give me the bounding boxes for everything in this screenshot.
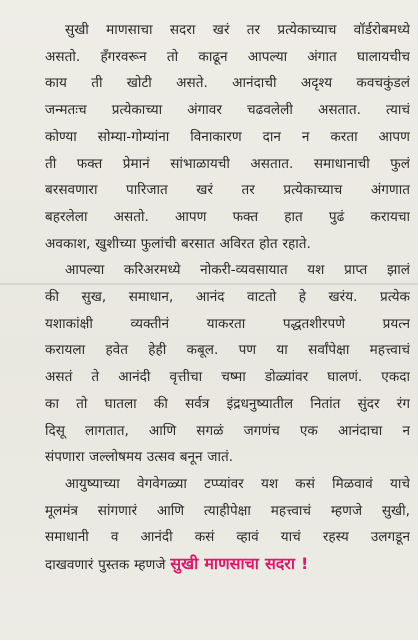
text-line: कोण्या सोम्या-गोम्यांना विनाकारण दान न करता आपण (45, 128, 410, 145)
text-line: मूलमंत्र सांगणारं आणि त्याहीपेक्षा महत्त्वाचं म्हणजे सुखी, (45, 502, 410, 519)
text-line: काय ती खोटी असते. आनंदाची अदृश्य कवचकुंडलं (45, 75, 410, 92)
text-line: समाधानी व आनंदी कसं व्हावं याचं रहस्य उलगडून (45, 529, 410, 546)
text-line: बहरलेला असतो. आपण फक्त हात पुढं करायचा (45, 208, 410, 225)
text-line: आयुष्याच्या वेगवेगळ्या टप्प्यांवर यश कसं मिळवावं याचे (65, 475, 410, 492)
text-line: दिसू लागतात, आणि सगळं जगणंच एक आनंदाचा न (45, 422, 410, 439)
text-line: असतो. हँगरवरून तो काढून आपल्या अंगात घालायचीच (45, 48, 410, 65)
text-line: सुखी माणसाचा सदरा खरं तर प्रत्येकाच्याच वॉर्डरोबमध्ये (65, 22, 410, 38)
text-line: जन्मतःच प्रत्येकाच्या अंगावर चढवलेली असतात. त्याचं (45, 102, 410, 119)
text-line-lead: दाखवणारं पुस्तक म्हणजे (45, 557, 166, 574)
text-line: असतं ते आनंदी वृत्तीचा चष्मा डोळ्यांवर घालणं. एकदा (45, 369, 410, 386)
text-line: यशाकांक्षी व्यक्तीनं याकरता पद्धतशीरपणे प्रयत्न (45, 315, 410, 332)
text-line: अवकाश, खुशीच्या फुलांची बरसात अविरत होत रहाते. (45, 235, 311, 252)
text-line: बरसवणारा पारिजात खरं तर प्रत्येकाच्याच अंगणात (45, 182, 410, 199)
text-line: करायला हवेत हेही कबूल. पण या सर्वांपेक्षा महत्त्वाचं (45, 342, 410, 359)
text-line: ती फक्त प्रेमानं सांभाळायची असतात. समाधानाची फुलं (45, 155, 410, 172)
text-line: की सुख, समाधान, आनंद वाटतो हे खरंय. प्रत्येक (45, 289, 410, 306)
paragraph-2 (25, 257, 410, 471)
text-line: संपणारा जल्लोषमय उत्सव बनून जातं. (45, 449, 234, 466)
text-line (25, 551, 410, 579)
text-line: का तो घातला की सर्वत्र इंद्रधनुष्यातील नितांत सुंदर रंग (45, 395, 410, 412)
text-line: आपल्या करिअरमध्ये नोकरी-व्यवसायात यश प्राप्त झालं (65, 262, 410, 279)
paragraph-1 (25, 17, 410, 257)
book-title-highlight: सुखी माणसाचा सदरा ! (170, 554, 309, 574)
paragraph-3 (25, 471, 410, 579)
paper-fold-line (0, 283, 418, 285)
